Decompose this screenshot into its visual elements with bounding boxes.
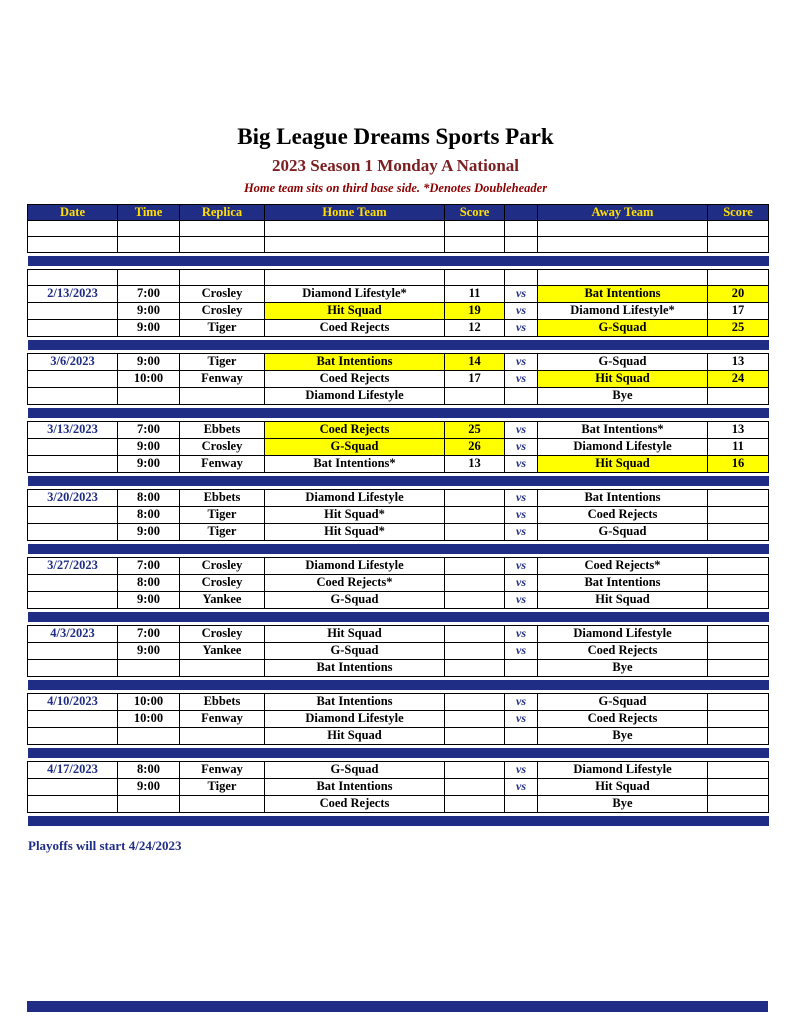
blank-home-score-cell: [445, 269, 505, 285]
game-row: [28, 625, 769, 642]
game-time: 10:00: [118, 693, 180, 710]
blank-home-score-cell: [445, 220, 505, 236]
vs-label: vs: [505, 591, 538, 608]
blank-date-cell: [28, 269, 118, 285]
away-score: [708, 625, 769, 642]
table-header-row: [28, 204, 769, 220]
home-team: Coed Rejects: [265, 370, 445, 387]
col-header-replica: Replica: [180, 204, 265, 220]
game-row: [28, 761, 769, 778]
away-team: Hit Squad: [538, 370, 708, 387]
game-date: [28, 574, 118, 591]
game-date: [28, 642, 118, 659]
blank-home-score-cell: [445, 236, 505, 252]
game-replica: [180, 795, 265, 812]
game-replica: [180, 387, 265, 404]
col-header-time: Time: [118, 204, 180, 220]
blank-date-cell: [28, 220, 118, 236]
home-score: [445, 710, 505, 727]
vs-label: vs: [505, 625, 538, 642]
away-score: 17: [708, 302, 769, 319]
vs-label: vs: [505, 353, 538, 370]
vs-label: [505, 659, 538, 676]
vs-label: vs: [505, 319, 538, 336]
vs-label: vs: [505, 557, 538, 574]
separator-row: [28, 404, 769, 421]
game-row: [28, 795, 769, 812]
separator-row: [28, 812, 769, 829]
away-team: Hit Squad: [538, 778, 708, 795]
home-score: 11: [445, 285, 505, 302]
away-score: 13: [708, 421, 769, 438]
home-score: 13: [445, 455, 505, 472]
vs-label: [505, 795, 538, 812]
game-replica: Ebbets: [180, 693, 265, 710]
game-date: 3/27/2023: [28, 557, 118, 574]
game-time: 9:00: [118, 438, 180, 455]
vs-label: vs: [505, 778, 538, 795]
game-time: 9:00: [118, 302, 180, 319]
separator-cell: [28, 540, 769, 557]
home-team: Diamond Lifestyle: [265, 710, 445, 727]
game-date: 4/10/2023: [28, 693, 118, 710]
game-date: [28, 710, 118, 727]
home-score: [445, 659, 505, 676]
col-header-home-team: Home Team: [265, 204, 445, 220]
away-team: Bat Intentions: [538, 285, 708, 302]
col-header-away-team: Away Team: [538, 204, 708, 220]
game-time: 9:00: [118, 642, 180, 659]
blank-replica-cell: [180, 269, 265, 285]
home-team: Bat Intentions: [265, 778, 445, 795]
home-score: [445, 387, 505, 404]
group-separator-bar: [28, 748, 769, 758]
game-time: 8:00: [118, 761, 180, 778]
game-time: 10:00: [118, 370, 180, 387]
game-time: [118, 795, 180, 812]
home-score: [445, 557, 505, 574]
home-score: [445, 727, 505, 744]
game-row: [28, 727, 769, 744]
game-row: [28, 387, 769, 404]
page-title: Big League Dreams Sports Park: [237, 124, 554, 149]
home-score: [445, 642, 505, 659]
game-time: 8:00: [118, 489, 180, 506]
schedule-note: Home team sits on third base side. *Denotes Doubleheader: [243, 180, 548, 195]
group-separator-bar: [28, 816, 769, 826]
game-row: [28, 710, 769, 727]
game-replica: Ebbets: [180, 421, 265, 438]
col-header-away-score: Score: [708, 204, 769, 220]
blank-time-cell: [118, 220, 180, 236]
game-date: [28, 302, 118, 319]
away-score: [708, 489, 769, 506]
game-time: 9:00: [118, 353, 180, 370]
game-date: 3/20/2023: [28, 489, 118, 506]
game-date: [28, 778, 118, 795]
home-team: Diamond Lifestyle: [265, 557, 445, 574]
game-replica: Crosley: [180, 438, 265, 455]
away-score: [708, 710, 769, 727]
separator-cell: [28, 744, 769, 761]
home-score: [445, 489, 505, 506]
schedule-rows: [28, 220, 769, 829]
group-separator-bar: [28, 256, 769, 266]
game-time: 8:00: [118, 574, 180, 591]
blank-vs-cell: [505, 269, 538, 285]
game-row: [28, 557, 769, 574]
away-team: Bat Intentions: [538, 574, 708, 591]
away-team: Coed Rejects: [538, 710, 708, 727]
game-replica: [180, 659, 265, 676]
blank-time-cell: [118, 269, 180, 285]
game-replica: Crosley: [180, 574, 265, 591]
home-team: Coed Rejects: [265, 319, 445, 336]
game-time: 9:00: [118, 523, 180, 540]
game-time: 9:00: [118, 778, 180, 795]
away-team: Diamond Lifestyle: [538, 438, 708, 455]
home-score: [445, 506, 505, 523]
game-time: [118, 659, 180, 676]
game-replica: Yankee: [180, 591, 265, 608]
home-team: Coed Rejects*: [265, 574, 445, 591]
vs-label: vs: [505, 302, 538, 319]
col-header-home-score: Score: [445, 204, 505, 220]
game-time: 7:00: [118, 557, 180, 574]
game-date: [28, 370, 118, 387]
separator-cell: [28, 472, 769, 489]
game-date: [28, 455, 118, 472]
home-team: Bat Intentions: [265, 659, 445, 676]
home-team: Diamond Lifestyle: [265, 387, 445, 404]
game-replica: Tiger: [180, 778, 265, 795]
away-team: Diamond Lifestyle: [538, 625, 708, 642]
game-row: [28, 523, 769, 540]
vs-label: vs: [505, 710, 538, 727]
separator-cell: [28, 676, 769, 693]
home-team: G-Squad: [265, 761, 445, 778]
home-score: 19: [445, 302, 505, 319]
away-team: Diamond Lifestyle: [538, 761, 708, 778]
home-team: Coed Rejects: [265, 421, 445, 438]
separator-cell: [28, 608, 769, 625]
game-time: 7:00: [118, 421, 180, 438]
separator-row: [28, 608, 769, 625]
separator-row: [28, 336, 769, 353]
game-replica: Tiger: [180, 353, 265, 370]
home-team: G-Squad: [265, 438, 445, 455]
game-replica: Crosley: [180, 625, 265, 642]
blank-away-score-cell: [708, 269, 769, 285]
vs-label: vs: [505, 506, 538, 523]
group-separator-bar: [28, 408, 769, 418]
away-team: Bye: [538, 387, 708, 404]
away-team: Hit Squad: [538, 591, 708, 608]
away-team: Bat Intentions: [538, 489, 708, 506]
separator-row: [28, 744, 769, 761]
away-team: Coed Rejects*: [538, 557, 708, 574]
blank-row: [28, 269, 769, 285]
game-row: [28, 302, 769, 319]
away-team: G-Squad: [538, 319, 708, 336]
game-time: 8:00: [118, 506, 180, 523]
game-date: [28, 591, 118, 608]
away-score: [708, 693, 769, 710]
blank-away-cell: [538, 269, 708, 285]
separator-row: [28, 252, 769, 269]
game-row: [28, 489, 769, 506]
game-row: [28, 591, 769, 608]
schedule-table: [27, 204, 769, 830]
home-score: [445, 761, 505, 778]
home-score: [445, 523, 505, 540]
home-team: G-Squad: [265, 642, 445, 659]
game-time: 10:00: [118, 710, 180, 727]
away-score: 20: [708, 285, 769, 302]
away-team: Hit Squad: [538, 455, 708, 472]
vs-label: vs: [505, 642, 538, 659]
away-score: [708, 795, 769, 812]
game-row: [28, 659, 769, 676]
separator-cell: [28, 252, 769, 269]
away-score: 24: [708, 370, 769, 387]
home-team: Diamond Lifestyle: [265, 489, 445, 506]
home-team: G-Squad: [265, 591, 445, 608]
away-score: [708, 727, 769, 744]
group-separator-bar: [28, 476, 769, 486]
home-score: [445, 625, 505, 642]
separator-row: [28, 540, 769, 557]
vs-label: [505, 387, 538, 404]
game-time: 9:00: [118, 591, 180, 608]
home-team: Hit Squad*: [265, 523, 445, 540]
home-team: Hit Squad: [265, 625, 445, 642]
game-time: [118, 727, 180, 744]
separator-cell: [28, 812, 769, 829]
home-team: Bat Intentions*: [265, 455, 445, 472]
home-score: 14: [445, 353, 505, 370]
vs-label: vs: [505, 370, 538, 387]
game-replica: Crosley: [180, 557, 265, 574]
away-score: [708, 574, 769, 591]
blank-replica-cell: [180, 236, 265, 252]
group-separator-bar: [28, 612, 769, 622]
col-header-date: Date: [28, 204, 118, 220]
away-team: Bat Intentions*: [538, 421, 708, 438]
away-score: [708, 506, 769, 523]
away-score: 13: [708, 353, 769, 370]
vs-label: vs: [505, 489, 538, 506]
playoffs-note: Playoffs will start 4/24/2023: [28, 838, 182, 854]
game-replica: Yankee: [180, 642, 265, 659]
game-replica: Fenway: [180, 455, 265, 472]
game-row: [28, 285, 769, 302]
game-date: 3/13/2023: [28, 421, 118, 438]
home-score: [445, 574, 505, 591]
separator-row: [28, 676, 769, 693]
game-time: [118, 387, 180, 404]
home-score: [445, 778, 505, 795]
away-score: 16: [708, 455, 769, 472]
blank-away-score-cell: [708, 220, 769, 236]
game-replica: Crosley: [180, 285, 265, 302]
away-team: Bye: [538, 727, 708, 744]
group-separator-bar: [28, 544, 769, 554]
blank-date-cell: [28, 236, 118, 252]
away-score: [708, 778, 769, 795]
blank-row: [28, 220, 769, 236]
game-date: 4/17/2023: [28, 761, 118, 778]
blank-home-cell: [265, 269, 445, 285]
away-score: [708, 387, 769, 404]
game-row: [28, 778, 769, 795]
blank-time-cell: [118, 236, 180, 252]
col-header-vs: [505, 204, 538, 220]
game-replica: Crosley: [180, 302, 265, 319]
vs-label: vs: [505, 761, 538, 778]
game-replica: Tiger: [180, 523, 265, 540]
game-time: 7:00: [118, 625, 180, 642]
away-team: Bye: [538, 795, 708, 812]
game-date: [28, 727, 118, 744]
vs-label: vs: [505, 693, 538, 710]
game-date: [28, 795, 118, 812]
vs-label: vs: [505, 285, 538, 302]
game-date: [28, 319, 118, 336]
home-score: [445, 795, 505, 812]
game-time: 9:00: [118, 455, 180, 472]
home-score: 25: [445, 421, 505, 438]
away-score: [708, 591, 769, 608]
blank-replica-cell: [180, 220, 265, 236]
blank-away-cell: [538, 236, 708, 252]
vs-label: [505, 727, 538, 744]
away-score: [708, 523, 769, 540]
home-team: Hit Squad: [265, 302, 445, 319]
away-team: G-Squad: [538, 523, 708, 540]
game-row: [28, 438, 769, 455]
game-row: [28, 370, 769, 387]
game-date: [28, 387, 118, 404]
game-row: [28, 642, 769, 659]
home-score: 12: [445, 319, 505, 336]
separator-cell: [28, 336, 769, 353]
game-date: 2/13/2023: [28, 285, 118, 302]
away-team: Coed Rejects: [538, 642, 708, 659]
game-row: [28, 693, 769, 710]
separator-cell: [28, 404, 769, 421]
game-replica: Tiger: [180, 319, 265, 336]
game-replica: Fenway: [180, 710, 265, 727]
game-date: 3/6/2023: [28, 353, 118, 370]
home-team: Coed Rejects: [265, 795, 445, 812]
game-time: 9:00: [118, 319, 180, 336]
blank-away-cell: [538, 220, 708, 236]
group-separator-bar: [28, 680, 769, 690]
game-date: 4/3/2023: [28, 625, 118, 642]
away-team: Bye: [538, 659, 708, 676]
separator-row: [28, 472, 769, 489]
game-row: [28, 319, 769, 336]
home-team: Bat Intentions: [265, 693, 445, 710]
vs-label: vs: [505, 455, 538, 472]
game-replica: Tiger: [180, 506, 265, 523]
away-score: [708, 642, 769, 659]
home-team: Hit Squad*: [265, 506, 445, 523]
blank-vs-cell: [505, 220, 538, 236]
home-score: 26: [445, 438, 505, 455]
away-team: Diamond Lifestyle*: [538, 302, 708, 319]
away-score: 11: [708, 438, 769, 455]
blank-away-score-cell: [708, 236, 769, 252]
page-subtitle: 2023 Season 1 Monday A National: [271, 156, 519, 176]
game-row: [28, 455, 769, 472]
vs-label: vs: [505, 523, 538, 540]
vs-label: vs: [505, 421, 538, 438]
game-row: [28, 353, 769, 370]
blank-home-cell: [265, 236, 445, 252]
game-replica: [180, 727, 265, 744]
game-date: [28, 523, 118, 540]
away-team: G-Squad: [538, 353, 708, 370]
game-time: 7:00: [118, 285, 180, 302]
game-replica: Ebbets: [180, 489, 265, 506]
away-score: [708, 761, 769, 778]
away-team: G-Squad: [538, 693, 708, 710]
home-score: 17: [445, 370, 505, 387]
vs-label: vs: [505, 438, 538, 455]
away-score: 25: [708, 319, 769, 336]
blank-vs-cell: [505, 236, 538, 252]
group-separator-bar: [28, 340, 769, 350]
game-row: [28, 421, 769, 438]
home-team: Diamond Lifestyle*: [265, 285, 445, 302]
vs-label: vs: [505, 574, 538, 591]
game-date: [28, 659, 118, 676]
game-date: [28, 438, 118, 455]
away-score: [708, 659, 769, 676]
blank-home-cell: [265, 220, 445, 236]
game-date: [28, 506, 118, 523]
away-team: Coed Rejects: [538, 506, 708, 523]
game-replica: Fenway: [180, 370, 265, 387]
home-score: [445, 693, 505, 710]
away-score: [708, 557, 769, 574]
page-bottom-bar: [27, 1001, 768, 1012]
game-replica: Fenway: [180, 761, 265, 778]
home-score: [445, 591, 505, 608]
game-row: [28, 506, 769, 523]
home-team: Bat Intentions: [265, 353, 445, 370]
game-row: [28, 574, 769, 591]
home-team: Hit Squad: [265, 727, 445, 744]
blank-row: [28, 236, 769, 252]
